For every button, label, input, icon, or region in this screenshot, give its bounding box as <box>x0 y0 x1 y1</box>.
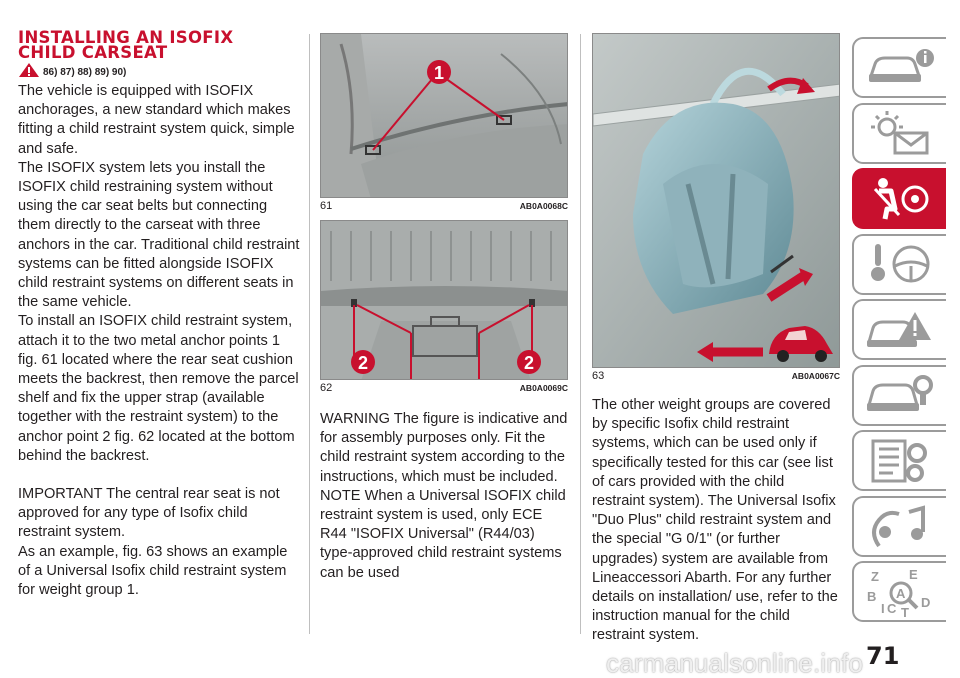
tab-warning-lights[interactable] <box>852 103 946 164</box>
paragraph: As an example, fig. 63 shows an example of a Universal Isofix child restraint system for weight group 1. <box>18 543 288 599</box>
figure-code: AB0A0069C <box>519 383 568 393</box>
warning-references <box>18 62 300 78</box>
text-column-1 <box>18 30 300 600</box>
svg-text:E: E <box>909 566 918 582</box>
svg-text:C: C <box>887 600 897 616</box>
rear-anchor-illustration <box>321 221 568 380</box>
tab-car-info[interactable] <box>852 37 946 98</box>
paragraph: IMPORTANT The central rear seat is not approved for any type of Isofix child restraint system. <box>18 486 280 541</box>
paragraph: The ISOFIX system lets you install the ISOFIX child restraining system without using the car seat belts but connecting them directly to the carseat with three anchors in the car. Traditional child restraint systems can be fitted alongside ISOFIX child restraint systems on different seats in the same vehicle. <box>18 159 300 311</box>
multimedia-icon <box>865 502 935 550</box>
svg-text:I: I <box>881 600 885 616</box>
text-column-3 <box>592 33 840 646</box>
section-title-line-1: INSTALLING AN ISOFIX <box>18 28 234 47</box>
paragraph: WARNING The figure is indicative and for assembly purposes only. Fit the child restraint system according to the instructions, which must be included. <box>320 411 568 485</box>
airbag-safety-icon <box>865 175 935 223</box>
tab-index[interactable] <box>852 561 946 622</box>
chapter-nav <box>852 37 946 627</box>
section-title <box>18 30 300 60</box>
watermark: carmanualsonline.info <box>606 648 864 678</box>
page-number: 71 <box>866 642 900 670</box>
paragraph: To install an ISOFIX child restraint system, attach it to the two metal anchor points 1 fig. 61 located where the rear seat cushion meets the backrest, then remove the parcel shelf and fix the upper strap (available together with the restraint system) to the anchor point 2 fig. 62 located at the bottom behind the backrest. <box>18 313 299 464</box>
tab-starting-driving[interactable] <box>852 234 946 295</box>
column-divider <box>580 34 581 634</box>
tab-emergency[interactable] <box>852 299 946 360</box>
paragraph: The vehicle is equipped with ISOFIX anchorages, a new standard which makes fitting a child restraint system quick, simple and safe. <box>18 83 295 157</box>
tab-maintenance[interactable] <box>852 365 946 426</box>
figure-number: 61 <box>320 200 333 212</box>
isofix-anchor-illustration <box>321 34 568 198</box>
text-column-2 <box>320 33 568 583</box>
car-maintenance-icon <box>865 371 935 419</box>
car-emergency-icon <box>865 306 935 354</box>
figure-number: 63 <box>592 370 605 382</box>
figure-code: AB0A0067C <box>791 371 840 381</box>
figure-62 <box>320 220 568 380</box>
svg-text:A: A <box>896 585 906 601</box>
paragraph: The other weight groups are covered by specific Isofix child restraint systems, which can be used only if specifically tested for this car (see list of cars provided with the child restraint system). The Universal Isofix "Duo Plus" child restraint system and the special "G 0/1" (or further upgrades) system are available from Lineaccessori Abarth. For any further details on installation/ use, refer to the instruction manual for the child restraint system. <box>592 397 838 644</box>
figure-63-caption <box>592 370 840 384</box>
figure-61 <box>320 33 568 198</box>
callout-2-right: 2 <box>523 353 535 373</box>
index-icon <box>865 567 935 617</box>
callout-1: 1 <box>433 63 445 83</box>
column-divider <box>309 34 310 634</box>
callout-2-left: 2 <box>357 353 369 373</box>
svg-text:D: D <box>921 594 931 610</box>
tab-safety[interactable] <box>852 168 946 229</box>
figure-61-caption <box>320 200 568 214</box>
svg-text:Z: Z <box>871 568 879 584</box>
figure-code: AB0A0068C <box>519 201 568 211</box>
warning-lights-icon <box>865 109 935 157</box>
section-title-line-2: CHILD CARSEAT <box>18 43 168 62</box>
svg-text:B: B <box>867 588 877 604</box>
figure-number: 62 <box>320 382 333 394</box>
car-info-icon <box>865 46 935 90</box>
tab-technical-data[interactable] <box>852 430 946 491</box>
paragraph: NOTE When a Universal ISOFIX child restraint system is used, only ECE R44 "ISOFIX Universal" (R44/03) type-approved child restraint systems can be used <box>320 487 566 581</box>
warning-triangle-icon <box>18 62 40 78</box>
warning-refs-text: 86) 87) 88) 89) 90) <box>43 67 127 78</box>
figure-63 <box>592 33 840 368</box>
child-seat-illustration <box>593 34 840 368</box>
svg-text:T: T <box>901 604 909 617</box>
figure-62-caption <box>320 382 568 396</box>
key-steering-wheel-icon <box>865 240 935 288</box>
technical-data-icon <box>865 437 935 485</box>
tab-multimedia[interactable] <box>852 496 946 557</box>
